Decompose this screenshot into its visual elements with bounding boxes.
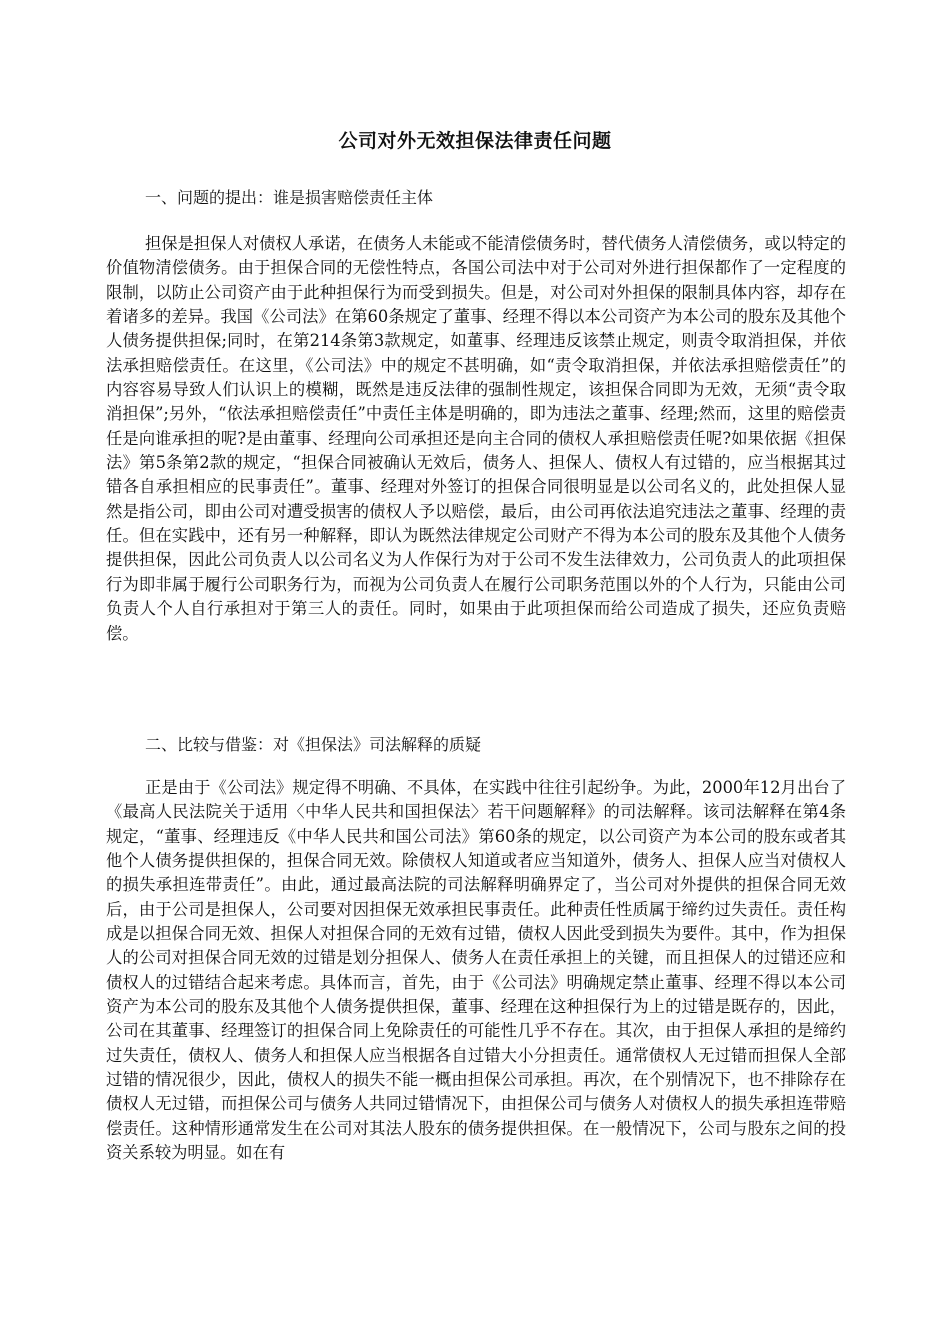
section-2-paragraph: 正是由于《公司法》规定得不明确、不具体，在实践中往往引起纷争。为此，2000年12月出台了《最高人民法院关于适用〈中华人民共和国担保法〉若干问题解释》的司法解释。该司法解释在第4条规定，“董事、经理违反《中华人民共和国公司法》第60条的规定，以公司资产为本公司的股东或者其他个人债务提供担保的，担保合同无效。除债权人知道或者应当知道外，债务人、担保人应当对债权人的损失承担连带责任”。由此，通过最高法院的司法解释明确界定了，当公司对外提供的担保合同无效后，由于公司是担保人，公司要对因担保无效承担民事责任。此种责任性质属于缔约过失责任。责任构成是以担保合同无效、担保人对担保合同的无效有过错，债权人因此受到损失为要件。其中，作为担保人的公司对担保合同无效的过错是划分担保人、债务人在责任承担上的关键，而且担保人的过错还应和债权人的过错结合起来考虑。具体而言，首先，由于《公司法》明确规定禁止董事、经理不得以本公司资产为本公司的股东及其他个人债务提供担保，董事、经理在这种担保行为上的过错是既存的，因此，公司在其董事、经理签订的担保合同上免除责任的可能性几乎不存在。其次，由于担保人承担的是缔约过失责任，债权人、债务人和担保人应当根据各自过错大小分担责任。通常债权人无过错而担保人全部过错的情况很少，因此，债权人的损失不能一概由担保公司承担。再次，在个别情况下，也不排除存在债权人无过错，而担保公司与债务人共同过错情况下，由担保公司与债务人对债权人的损失承担连带赔偿责任。这种情形通常发生在公司对其法人股东的债务提供担保。在一般情况下，公司与股东之间的投资关系较为明显。如在有 (106, 778, 846, 1163)
section-2-heading: 二、比较与借鉴：对《担保法》司法解释的质疑 (145, 735, 482, 754)
section-1-paragraph: 担保是担保人对债权人承诺，在债务人未能或不能清偿债务时，替代债务人清偿债务，或以特定的价值物清偿债务。由于担保合同的无偿性特点，各国公司法中对于公司对外进行担保都作了一定程度的限制，以防止公司资产由于此种担保行为而受到损失。但是，对公司对外担保的限制具体内容，却存在着诸多的差异。我国《公司法》在第60条规定了董事、经理不得以本公司资产为本公司的股东及其他个人债务提供担保;同时，在第214条第3款规定，如董事、经理违反该禁止规定，则责令取消担保，并依法承担赔偿责任。在这里，《公司法》中的规定不甚明确，如“责令取消担保，并依法承担赔偿责任”的内容容易导致人们认识上的模糊，既然是违反法律的强制性规定，该担保合同即为无效，无须“责令取消担保”;另外，“依法承担赔偿责任”中责任主体是明确的，即为违法之董事、经理;然而，这里的赔偿责任是向谁承担的呢?是由董事、经理向公司承担还是向主合同的债权人承担赔偿责任呢?如果依据《担保法》第5条第2款的规定，“担保合同被确认无效后，债务人、担保人、债权人有过错的，应当根据其过错各自承担相应的民事责任”。董事、经理对外签订的担保合同很明显是以公司名义的，此处担保人显然是指公司，即由公司对遭受损害的债权人予以赔偿，最后，由公司再依法追究违法之董事、经理的责任。但在实践中，还有另一种解释，即认为既然法律规定公司财产不得为本公司的股东及其他个人债务提供担保，因此公司负责人以公司名义为人作保行为对于公司不发生法律效力，公司负责人的此项担保行为即非属于履行公司职务行为，而视为公司负责人在履行公司职务范围以外的个人行为，只能由公司负责人个人自行承担对于第三人的责任。同时，如果由于此项担保而给公司造成了损失，还应负责赔偿。 (106, 234, 846, 643)
section-1-heading: 一、问题的提出：谁是损害赔偿责任主体 (145, 188, 434, 207)
document-title: 公司对外无效担保法律责任问题 (338, 130, 612, 152)
